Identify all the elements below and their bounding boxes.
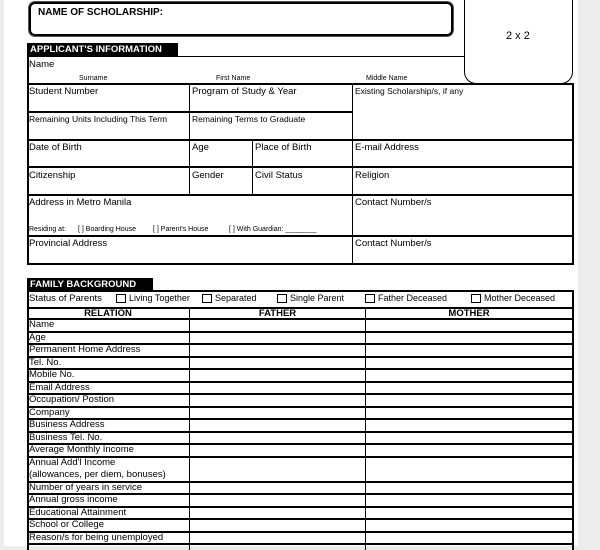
row-divider xyxy=(27,418,574,420)
status-checkbox[interactable] xyxy=(471,294,481,303)
relation-row-label: Mobile No. xyxy=(29,369,75,380)
table-border xyxy=(572,290,574,550)
relation-row-label: Occupation/ Postion xyxy=(29,394,115,405)
age-label: Age xyxy=(192,142,209,153)
dob-label: Date of Birth xyxy=(29,142,82,153)
contact-number-2-label: Contact Number/s xyxy=(355,238,432,249)
status-checkbox[interactable] xyxy=(277,294,287,303)
row-divider xyxy=(27,518,574,520)
relation-row-label: (allowances, per diem, bonuses) xyxy=(29,469,166,480)
gender-label: Gender xyxy=(192,170,224,181)
relation-row-label: Annual Add'l Income xyxy=(29,457,116,468)
existing-scholarships-label: Existing Scholarship/s, if any xyxy=(355,86,464,96)
row-divider xyxy=(27,356,574,358)
name-label: Name xyxy=(29,59,55,70)
column-header: RELATION xyxy=(84,308,132,319)
photo-size-label: 2 x 2 xyxy=(506,30,530,42)
row-divider xyxy=(27,381,574,383)
status-option-label: Father Deceased xyxy=(378,293,448,303)
address-metro-label: Address in Metro Manila xyxy=(29,197,132,208)
with-guardian-option[interactable]: [ ] With Guardian: ________ xyxy=(229,226,317,233)
row-divider xyxy=(27,368,574,370)
place-of-birth-label: Place of Birth xyxy=(255,142,312,153)
scholarship-name-label: NAME OF SCHOLARSHIP: xyxy=(38,7,163,18)
relation-row-label: Number of years in service xyxy=(29,482,142,493)
boarding-house-option[interactable]: [ ] Boarding House xyxy=(78,226,136,233)
status-checkbox[interactable] xyxy=(116,294,126,303)
relation-row-label: Business Address xyxy=(29,419,105,430)
row-divider xyxy=(27,406,574,408)
relation-row-label: Annual gross income xyxy=(29,494,118,505)
row-divider xyxy=(27,431,574,433)
column-header: FATHER xyxy=(258,308,297,319)
status-of-parents-label: Status of Parents xyxy=(29,293,102,304)
relation-row-label: School or College xyxy=(29,519,104,530)
row-divider xyxy=(27,543,574,545)
surname-label: Surname xyxy=(79,75,108,82)
status-checkbox[interactable] xyxy=(365,294,375,303)
remaining-units-label: Remaining Units Including This Term xyxy=(29,114,168,124)
column-divider xyxy=(189,307,190,550)
relation-row-label: Tel. No. xyxy=(29,357,62,368)
religion-label: Religion xyxy=(355,170,390,181)
civil-status-label: Civil Status xyxy=(255,170,303,181)
status-option-label: Living Together xyxy=(129,293,190,303)
email-label: E-mail Address xyxy=(355,142,419,153)
status-option-label: Mother Deceased xyxy=(484,293,556,303)
applicant-section-title: APPLICANT'S INFORMATION xyxy=(27,43,178,57)
parents-house-option[interactable]: [ ] Parent's House xyxy=(153,226,209,233)
citizenship-label: Citizenship xyxy=(29,170,76,181)
provincial-address-label: Provincial Address xyxy=(29,238,108,249)
relation-row-label: Educational Attainment xyxy=(29,507,127,518)
relation-row-label: Company xyxy=(29,407,70,418)
family-section-title: FAMILY BACKGROUND xyxy=(27,278,153,291)
status-option-label: Separated xyxy=(215,293,257,303)
residing-at-label: Residing at: xyxy=(29,226,66,233)
row-divider xyxy=(27,331,574,333)
student-number-label: Student Number xyxy=(29,86,99,97)
relation-row-label: Business Tel. No. xyxy=(29,432,103,443)
relation-row-label: Reason/s for being unemployed xyxy=(29,532,164,543)
relation-row-label: Name xyxy=(29,319,55,330)
middle-name-label: Middle Name xyxy=(366,75,408,82)
remaining-terms-label: Remaining Terms to Graduate xyxy=(192,114,306,124)
relation-row-label: Age xyxy=(29,332,46,343)
status-checkbox[interactable] xyxy=(202,294,212,303)
contact-number-label: Contact Number/s xyxy=(355,197,432,208)
relation-row-label: Average Monthly Income xyxy=(29,444,134,455)
relation-row-label: Email Address xyxy=(29,382,90,393)
relation-row-label: Permanent Home Address xyxy=(29,344,141,355)
column-header: MOTHER xyxy=(448,308,490,319)
photo-box xyxy=(464,0,573,84)
column-divider xyxy=(365,307,366,550)
program-label: Program of Study & Year xyxy=(192,86,297,97)
status-option-label: Single Parent xyxy=(290,293,345,303)
first-name-label: First Name xyxy=(216,75,251,82)
